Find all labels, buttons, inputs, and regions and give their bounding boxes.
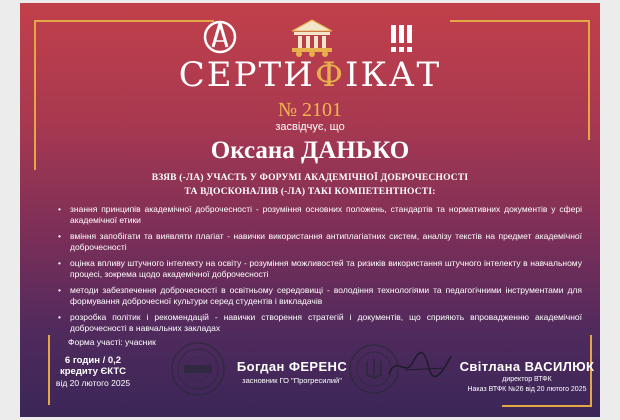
signer-second-role: директор ВТФК (502, 376, 552, 383)
certificate-number: № 2101 (277, 99, 343, 121)
signer-second-order: Наказ ВТФК №26 від 20 лютого 2025 (467, 386, 587, 393)
competencies-list (57, 204, 582, 339)
participation-statement (20, 171, 600, 199)
competency-item: • методи забезпечення доброчесності в освітньому середовищі - володіння технологіями та педагогічними інструментами для формування доброчесної культури серед студентів і викладачів (57, 285, 582, 306)
credits-ects: кредиту ЄКТС (60, 366, 126, 377)
title-part-1: СЕРТИ (178, 55, 315, 95)
certifies-text: засвідчує, що (275, 121, 345, 133)
competency-item: • вміння запобігати та виявляти плагіат - навички використання антиплагіатних систем, аналізу текстів на предмет академічної доброчесності (57, 231, 582, 252)
signer-first-name: Богдан ФЕРЕНС (236, 359, 348, 374)
participation-form: Форма участі: учасник (68, 337, 156, 347)
title-accent-letter: Ф (314, 55, 346, 95)
integrity-logo-icon (382, 17, 422, 57)
competency-item: • знання принципів академічної доброчесності - розуміння основних положень, стандартів та нормативних документів у сфері академічної етики (57, 204, 582, 225)
signature-icon (385, 348, 455, 384)
frame-corner-bottom-right (502, 405, 592, 407)
signer-second-name: Світлана ВАСИЛЮК (459, 359, 595, 374)
signer-second (452, 359, 600, 394)
academic-logo-icon (200, 17, 240, 57)
building-logo-icon (288, 17, 336, 57)
participation-line-2: ТА ВДОСКОНАЛИВ (-ЛА) ТАКІ КОМПЕТЕНТНОСТІ: (184, 187, 436, 197)
credits-block (28, 355, 158, 389)
round-stamp-icon (170, 341, 226, 397)
title-part-2: ІКАТ (345, 55, 442, 95)
credits-date: від 20 лютого 2025 (55, 378, 131, 388)
credits-hours: 6 годин / 0,2 (64, 355, 122, 366)
signer-first (232, 359, 352, 385)
certificate-title (20, 55, 600, 95)
competency-item: • розробка політик і рекомендацій - навички створення стратегій і документів, що сприяють впровадженню академічної доброчесності в навчальних закладах (57, 312, 582, 333)
recipient-name: Оксана ДАНЬКО (210, 137, 410, 164)
signer-first-role: засновник ГО "Прогресилий" (242, 376, 342, 385)
competency-item: • оцінка впливу штучного інтелекту на освіту - розуміння можливостей та ризиків використання штучного інтелекту в навчальному процесі, зокрема щодо академічної доброчесності (57, 258, 582, 279)
participation-line-1: ВЗЯВ (-ЛА) УЧАСТЬ У ФОРУМІ АКАДЕМІЧНОЇ ДОБРОЧЕСНОСТІ (151, 173, 469, 183)
certificate (20, 3, 600, 417)
